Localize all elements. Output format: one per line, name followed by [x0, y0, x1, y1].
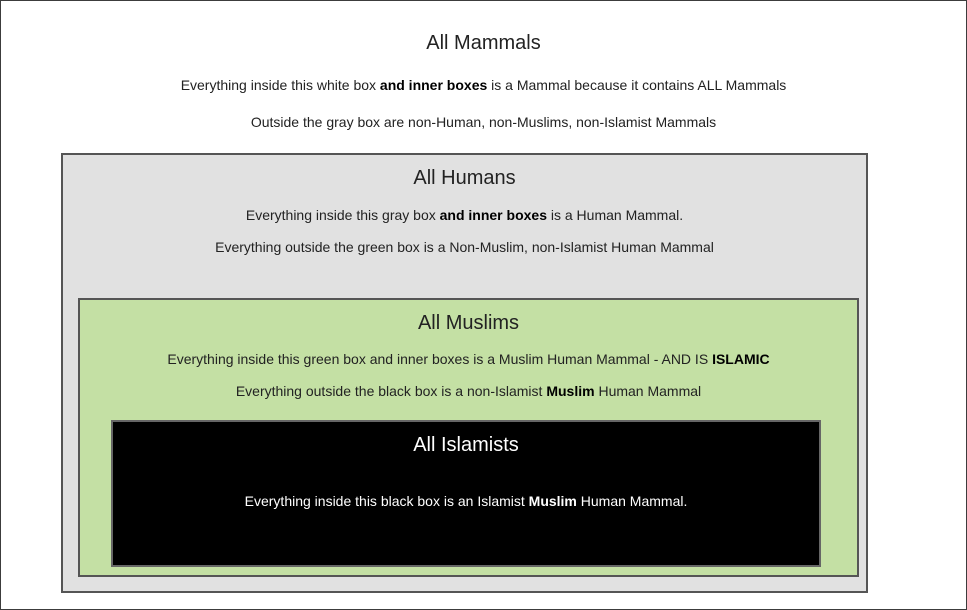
bold-segment: and inner boxes [439, 207, 547, 223]
text-segment: Human Mammal. [576, 493, 688, 509]
muslims-box [78, 298, 859, 577]
humans-description-2: Everything outside the green box is a Non-Muslim, non-Islamist Human Mammal [215, 239, 714, 255]
bold-segment: and inner boxes [379, 77, 488, 93]
text-segment: Everything outside the black box is a non-Islamist [235, 383, 547, 399]
bold-segment: ISLAMIC [712, 351, 770, 367]
text-segment: is a Human Mammal. [546, 207, 684, 223]
mammals-title: All Mammals [426, 32, 541, 54]
text-segment: Everything inside this black box is an Islamist [244, 493, 529, 509]
text-segment: Human Mammal [594, 383, 702, 399]
mammals-description-2: Outside the gray box are non-Human, non-Muslims, non-Islamist Mammals [250, 114, 717, 130]
bold-segment: Muslim [528, 493, 577, 509]
text-segment: Everything inside this gray box [245, 207, 440, 223]
text-segment: Everything inside this green box and inner boxes is a Muslim Human Mammal - AND IS [167, 351, 713, 367]
muslims-description-1 [80, 351, 857, 367]
islamists-box [111, 420, 821, 567]
humans-title: All Humans [413, 167, 516, 189]
text-segment: Everything inside this white box [180, 77, 380, 93]
bold-segment: Muslim [546, 383, 595, 399]
muslims-title: All Muslims [417, 312, 520, 334]
humans-description-1 [63, 207, 866, 223]
text-segment: is a Mammal because it contains ALL Mammals [487, 77, 787, 93]
muslims-description-2 [80, 383, 857, 399]
islamists-description-1 [113, 493, 819, 509]
mammals-description-1 [1, 77, 966, 93]
islamists-title: All Islamists [413, 434, 519, 456]
humans-box [61, 153, 868, 593]
